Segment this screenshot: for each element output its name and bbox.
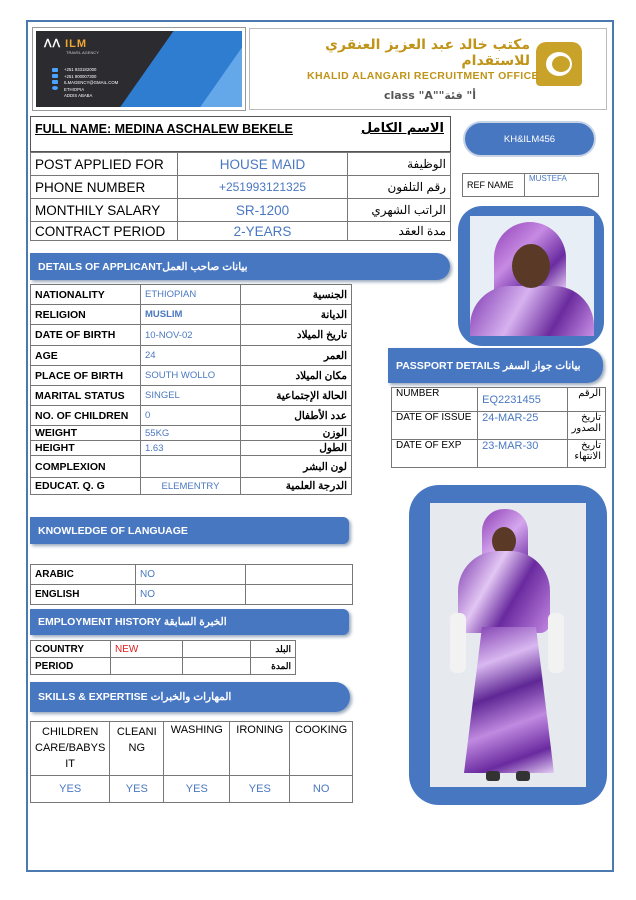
- post-label-arabic: الوظيفة: [348, 153, 451, 176]
- table-row: [31, 658, 296, 675]
- table-row: [31, 199, 451, 222]
- skill-value: YES: [164, 776, 230, 803]
- table-row: [392, 412, 606, 440]
- detail-value: ETHIOPIAN: [141, 285, 241, 305]
- detail-value: 55KG: [141, 426, 241, 441]
- language-value: NO: [136, 565, 246, 585]
- detail-label: DATE OF BIRTH: [31, 325, 141, 346]
- agency-line: ILMAGENCY@GMAIL.COM: [64, 80, 119, 85]
- details-header-text: DETAILS OF APPLICANTبيانات صاحب العمل: [38, 260, 248, 273]
- skills-header: [30, 682, 350, 712]
- ref-value: MUSTEFA: [525, 174, 599, 197]
- location-icon: [52, 86, 58, 90]
- detail-label: AGE: [31, 346, 141, 366]
- ref-table: [462, 173, 599, 197]
- table-row: [31, 478, 352, 495]
- detail-value: 24: [141, 346, 241, 366]
- passport-label-arabic: تاريخ الانتهاء: [567, 440, 605, 468]
- employment-label: PERIOD: [31, 658, 111, 675]
- detail-value: 1.63: [141, 441, 241, 456]
- table-row: [31, 325, 352, 346]
- phone-icon: [52, 74, 58, 78]
- post-info-table: [30, 152, 451, 241]
- detail-label-arabic: مكان الميلاد: [241, 366, 352, 386]
- table-row: [31, 285, 352, 305]
- detail-label-arabic: الجنسية: [241, 285, 352, 305]
- skill-value: YES: [230, 776, 290, 803]
- agency-logo-card: [33, 28, 245, 110]
- table-row: [31, 305, 352, 325]
- full-body-photo: [430, 503, 586, 787]
- language-value: NO: [136, 585, 246, 605]
- detail-label-arabic: عدد الأطفال: [241, 406, 352, 426]
- table-row: [463, 174, 599, 197]
- table-row: [31, 386, 352, 406]
- agency-line: ETHIOPIA: [64, 86, 85, 92]
- skills-header-text: SKILLS & EXPERTISE المهارات والخبرات: [38, 691, 232, 703]
- office-name-english: KHALID ALANGARI RECRUITMENT OFFICE: [307, 70, 539, 82]
- language-header-text: KNOWLEDGE OF LANGUAGE: [38, 524, 188, 537]
- office-class: class "A""أ" فئة: [383, 89, 477, 102]
- empty-cell: [183, 658, 251, 675]
- employment-value: [111, 658, 183, 675]
- passport-header-text: PASSPORT DETAILS بيانات جواز السفر: [396, 359, 581, 372]
- office-header: [249, 28, 607, 110]
- detail-value: 0: [141, 406, 241, 426]
- ref-label: REF NAME: [463, 174, 525, 197]
- detail-label-arabic: الوزن: [241, 426, 352, 441]
- agency-glyph-icon: ᐱᐱ: [44, 38, 62, 50]
- passport-value: 23-MAR-30: [478, 440, 567, 468]
- passport-label-arabic: تاريخ الصدور: [567, 412, 605, 440]
- post-label-arabic: رقم التلفون: [348, 176, 451, 199]
- code-badge: [463, 121, 596, 157]
- employment-table: [30, 640, 296, 675]
- phone-icon: [52, 68, 58, 72]
- employment-label-arabic: المدة: [251, 658, 296, 675]
- detail-label-arabic: الدرجة العلمية: [241, 478, 352, 495]
- agency-subtitle: TRAVEL AGENCY: [66, 50, 99, 55]
- post-label-arabic: مدة العقد: [348, 222, 451, 241]
- skills-table: [30, 721, 353, 803]
- language-label: ENGLISH: [31, 585, 136, 605]
- post-label: MONTHILY SALARY: [31, 199, 178, 222]
- table-row: [31, 641, 296, 658]
- detail-value: 10-NOV-02: [141, 325, 241, 346]
- email-icon: [52, 80, 58, 84]
- detail-label: RELIGION: [31, 305, 141, 325]
- employment-label-arabic: البلد: [251, 641, 296, 658]
- detail-label: MARITAL STATUS: [31, 386, 141, 406]
- language-label: ARABIC: [31, 565, 136, 585]
- code-text: KH&ILM456: [503, 133, 556, 145]
- skill-name: COOKING: [290, 722, 353, 776]
- detail-label: HEIGHT: [31, 441, 141, 456]
- table-row: [31, 722, 353, 776]
- post-label: PHONE NUMBER: [31, 176, 178, 199]
- office-name-arabic: مكتب خالد عبد العزيز العنقري للاستقدام: [325, 37, 530, 69]
- passport-table: [391, 387, 606, 468]
- skill-value: NO: [290, 776, 353, 803]
- agency-line: +251 933182000: [64, 67, 97, 72]
- details-table: [30, 284, 352, 495]
- skill-name: CLEANI NG: [110, 722, 164, 776]
- detail-label-arabic: الطول: [241, 441, 352, 456]
- skill-name: IRONING: [230, 722, 290, 776]
- detail-value: SOUTH WOLLO: [141, 366, 241, 386]
- table-row: [31, 585, 353, 605]
- detail-label-arabic: الحالة الإجتماعية: [241, 386, 352, 406]
- passport-label: DATE OF ISSUE: [392, 412, 478, 440]
- table-row: [31, 406, 352, 426]
- table-row: [31, 222, 451, 241]
- detail-label-arabic: الديانة: [241, 305, 352, 325]
- language-table: [30, 564, 353, 605]
- agency-line: +251 900007300: [64, 73, 97, 79]
- language-header: [30, 517, 349, 544]
- table-row: [31, 441, 352, 456]
- table-row: [392, 388, 606, 412]
- post-value: SR-1200: [178, 199, 348, 222]
- detail-value: ELEMENTRY: [141, 478, 241, 495]
- detail-label: NO. OF CHILDREN: [31, 406, 141, 426]
- portrait-photo: [470, 216, 594, 336]
- post-value: 2-YEARS: [178, 222, 348, 241]
- detail-label: WEIGHT: [31, 426, 141, 441]
- full-name-row: [30, 116, 451, 152]
- empty-cell: [183, 641, 251, 658]
- table-row: [31, 426, 352, 441]
- details-header: [30, 253, 450, 280]
- empty-cell: [246, 565, 353, 585]
- agency-name: ILM: [65, 38, 88, 50]
- detail-value: SINGEL: [141, 386, 241, 406]
- table-row: [31, 456, 352, 478]
- detail-value: [141, 456, 241, 478]
- employment-label: COUNTRY: [31, 641, 111, 658]
- passport-header: [388, 348, 603, 383]
- table-row: [31, 153, 451, 176]
- post-label: CONTRACT PERIOD: [31, 222, 178, 241]
- table-row: [31, 346, 352, 366]
- detail-label-arabic: لون البشر: [241, 456, 352, 478]
- passport-label: DATE OF EXP: [392, 440, 478, 468]
- empty-cell: [246, 585, 353, 605]
- employment-header-text: EMPLOYMENT HISTORY الخبرة السابقة: [38, 616, 227, 628]
- detail-label: NATIONALITY: [31, 285, 141, 305]
- post-label: POST APPLIED FOR: [31, 153, 178, 176]
- passport-value: EQ2231455: [478, 388, 567, 412]
- passport-label-arabic: الرقم: [567, 388, 605, 412]
- post-value: HOUSE MAID: [178, 153, 348, 176]
- table-row: [31, 776, 353, 803]
- full-name-arabic: الاسم الكامل: [360, 121, 444, 136]
- post-label-arabic: الراتب الشهري: [348, 199, 451, 222]
- employment-value: NEW: [111, 641, 183, 658]
- table-row: [31, 565, 353, 585]
- table-row: [31, 366, 352, 386]
- skill-name: CHILDREN CARE/BABYS IT: [31, 722, 110, 776]
- passport-value: 24-MAR-25: [478, 412, 567, 440]
- agency-line: ADDIS ABABA: [64, 93, 93, 98]
- portrait-photo-frame: [458, 206, 604, 346]
- skill-name: WASHING: [164, 722, 230, 776]
- employment-header: [30, 609, 349, 635]
- detail-label: COMPLEXION: [31, 456, 141, 478]
- passport-label: NUMBER: [392, 388, 478, 412]
- detail-label: EDUCAT. Q. G: [31, 478, 141, 495]
- detail-label: PLACE OF BIRTH: [31, 366, 141, 386]
- post-value: +251993121325: [178, 176, 348, 199]
- detail-value: MUSLIM: [141, 305, 241, 325]
- detail-label-arabic: تاريخ الميلاد: [241, 325, 352, 346]
- table-row: [31, 176, 451, 199]
- skill-value: YES: [110, 776, 164, 803]
- detail-label-arabic: العمر: [241, 346, 352, 366]
- full-name: FULL NAME: MEDINA ASCHALEW BEKELE: [35, 122, 293, 136]
- table-row: [392, 440, 606, 468]
- skill-value: YES: [31, 776, 110, 803]
- full-body-photo-frame: [409, 485, 607, 805]
